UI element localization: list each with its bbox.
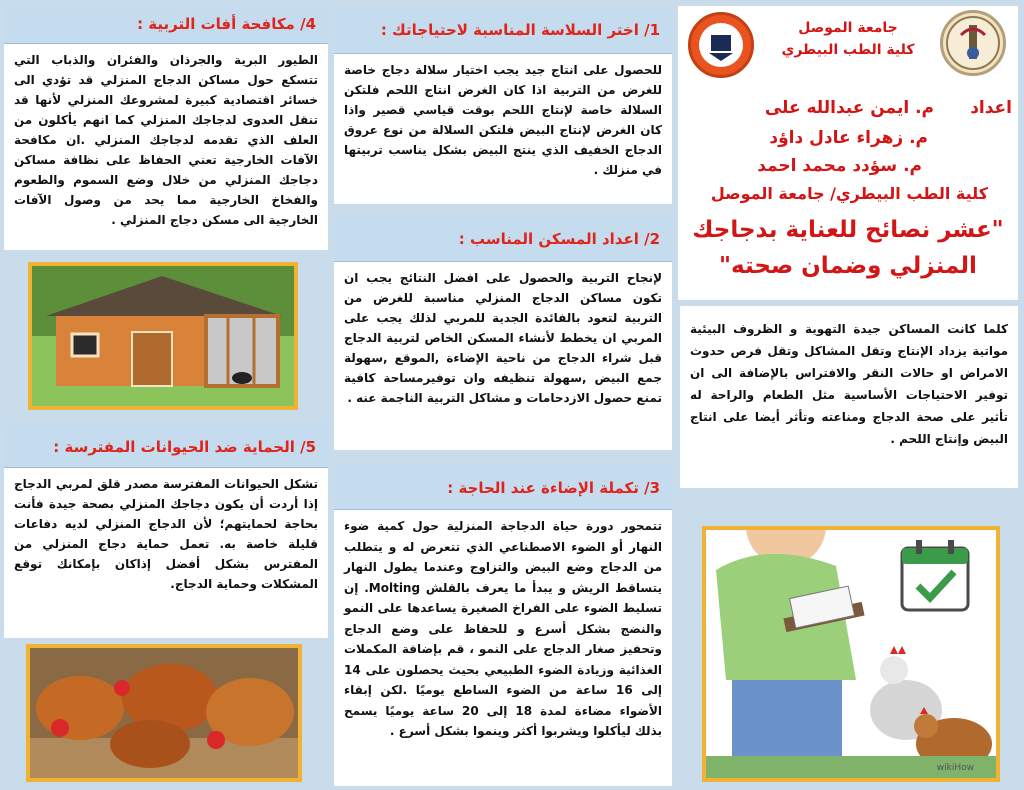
author-3: م. سؤدد محمد احمد <box>757 156 922 176</box>
section-2-title: 2/ اعداد المسكن المناسب : <box>334 216 672 262</box>
affiliation: كلية الطب البيطري/ جامعة الموصل <box>710 184 988 203</box>
main-title-block <box>678 206 1018 300</box>
main-title-line-2: المنزلي وضمان صحته" <box>719 253 977 279</box>
section-5-title: 5/ الحماية ضد الحيوانات المفترسة : <box>4 426 328 468</box>
author-1: م. ايمن عبدالله على <box>764 98 934 118</box>
section-4-body: الطيور البرية والجرذان والفئران والذباب التي تتسكع حول مساكن الدجاج المنزلي قد تؤدي الى خسائر اقتصادية كبيرة لمشروعك المنزلي لأنها قد تنقل العدوى لدجاجك المنزلي كما انهم يأكلون من العلف الذي تقدمه لدجاجك المنزلي .ان مكافحة الآفات الخارجية تعني الحفاظ على نظافة مساكن دجاجك المنزلي من خلال وضع السموم والطعوم والفخاخ الخارجية مما يحد من وصول الآفات الخارجية الى مسكن دجاج المنزلي . <box>4 44 328 250</box>
section-1-body: للحصول على انتاج جيد يجب اختيار سلالة دجاج خاصة للغرض من التربية اذا كان الغرض انتاج اللحم فلتكن السلالة خاصة لإنتاج اللحم بوقت قياسي قصير واذا كان الغرض لإنتاج البيض فلتكن السلالة من نوع عروق الدجاج الخفيف الذي ينتج البيض بشكل يناسب تربيتها في منزلك . <box>334 54 672 204</box>
author-2: م. زهراء عادل داؤد <box>769 128 928 148</box>
section-1-title: 1/ اختر السلاسة المناسبة لاحتياجاتك : <box>334 6 672 54</box>
chicken-coop-image <box>28 262 298 410</box>
intro-text: كلما كانت المساكن جيدة التهوية و الظروف البيئية مواتية يزداد الإنتاج وتقل المشاكل وتقل فرص حدوث الامراض او حالات النقر والافتراس بالإضافة الى ان توفير الاحتياجات الأساسية مثل الطعام والراحة له تأثير على صحة الدجاج ومناعته وتأثر أيضا على انتاج البيض وإنتاج اللحم . <box>680 306 1018 488</box>
university-logo <box>688 12 754 78</box>
wikihow-watermark: wikiHow <box>936 763 974 773</box>
college-name: كلية الطب البيطري <box>781 42 915 58</box>
chickens-image <box>26 644 302 782</box>
section-3-body: تتمحور دورة حياة الدجاجة المنزلية حول كمية ضوء النهار أو الضوء الاصطناعي الذي تتعرض له و يتطلب من الدجاج وضع البيض والتزاوج وعندما يطول النهار يتساقط الريش و يبدأ ما يعرف بالقلش Molting. إن تسليط الضوء على الفراخ الصغيرة يساعدها على النمو والنضج بشكل أسرع و للحفاظ على وضع الدجاج وتحفيز صغار الدجاج على النمو ، قم بإضافة المكملات الغذائية وزيادة الضوء الطبيعي بحيث يحصلون على 14 إلى 16 ساعة من الضوء الساطع يوميًا .لكن إبقاء الأضواء مضاءة لمدة 18 إلى 20 ساعة يوميًا يسمح بذلك ليأكلوا ويشربوا أكثر وينموا بشكل أسرع . <box>334 510 672 786</box>
prepared-label: اعداد <box>970 98 1012 118</box>
main-title-line-1: "عشر نصائح للعناية بدجاجك <box>692 217 1004 243</box>
farmer-illustration <box>702 526 1000 782</box>
section-2-body: لإنجاح التربية والحصول على افضل النتائج يجب ان تكون مساكن الدجاج المنزلي مناسبة للغرض من التربية لتعود بالفائدة الجدية للمربي لذلك يجب على المربي ان يخطط لأنشاء المسكن الخاص لتربية الدجاج قبل شراء الدجاج من ناحية الإضاءة ,الموقع ,سهولة جمع البيض ,سهولة تنظيفه وان توفيرمساحة كافية تمنع حصول الازدحامات و مشاكل التربية الناجمة عنه . <box>334 262 672 450</box>
section-4-title: 4/ مكافحة أفات التربية : <box>4 4 328 44</box>
section-5-body: تشكل الحيوانات المفترسة مصدر قلق لمربي الدجاج إذا أردت أن يكون دجاجك المنزلي بصحة جيدة فأنت بحاجة لحمايتهم؛ لأن الدجاج المنزلي لديه دفاعات قليلة خاصة به. تعمل حماية دجاج المنزلي من المفترس بشكل أفضل إذاكان بإمكانك توقع المشكلات وحماية الدجاج. <box>4 468 328 638</box>
college-logo <box>940 10 1006 76</box>
section-3-title: 3/ تكملة الإضاءة عند الحاجة : <box>334 466 672 510</box>
university-name: جامعة الموصل <box>798 20 898 36</box>
